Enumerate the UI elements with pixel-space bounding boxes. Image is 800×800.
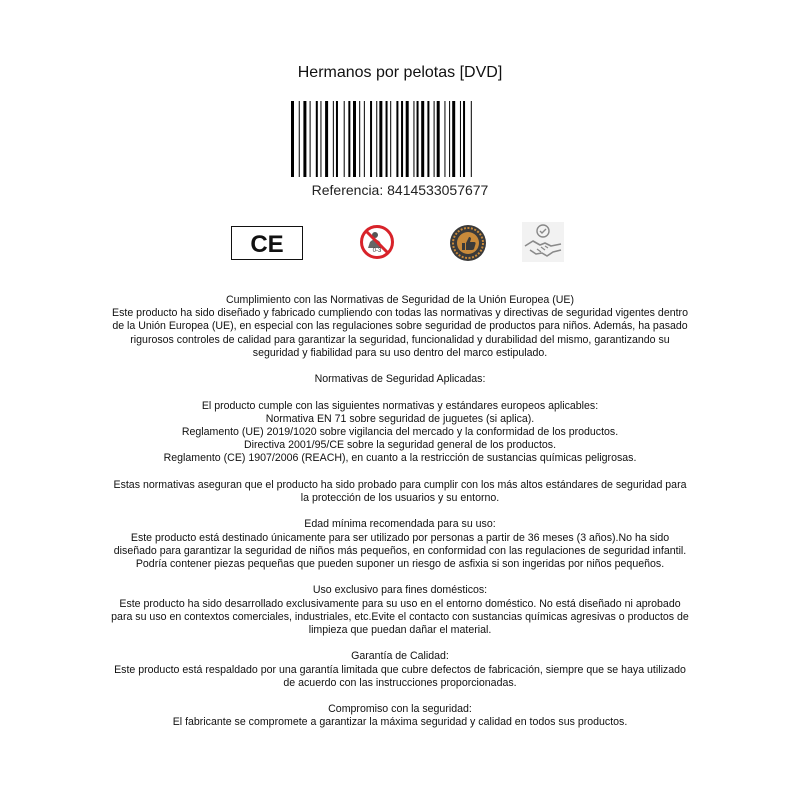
barcode-bar xyxy=(299,101,300,177)
barcode-bar xyxy=(417,101,419,177)
product-title: Hermanos por pelotas [DVD] xyxy=(297,64,503,81)
warranty-title: Garantía de Calidad: xyxy=(351,650,449,663)
barcode-bar xyxy=(434,101,435,177)
compliance-title: Cumplimiento con las Normativas de Seguridad de la Unión Europea (UE) xyxy=(225,294,574,306)
barcode-bar xyxy=(463,101,465,177)
ce-mark-icon xyxy=(231,226,303,260)
barcode-bar xyxy=(320,101,321,177)
barcode-bar xyxy=(390,101,391,177)
safety-information xyxy=(110,294,690,730)
norm-item: Normativa EN 71 sobre seguridad de juguetes (si aplica). xyxy=(265,412,535,425)
barcode-bar xyxy=(421,101,424,177)
compliance-body: Este producto ha sido diseñado y fabricado cumpliendo con todas las normativas y directivas de seguridad vigentes dentro de la Unión Europea (UE), en especial con las regulaciones sobre seguridad de productos para niños. Además, ha pasado rigurosos controles de calidad para garantizar la seguridad, funcionalidad y durabilidad del mismo, garantizando su seguridad y fiabilidad para su uso dentro del marco estipulado. xyxy=(112,307,688,359)
barcode-bar xyxy=(406,101,409,177)
barcode-bar xyxy=(379,101,382,177)
domestic-body: Este producto ha sido desarrollado exclusivamente para su uso en el entorno doméstico. No está diseñado ni aprobado para su uso en contextos comerciales, industriales, etc.Evite el contacto con sustancias químicas agresivas o productos de limpieza que puedan dañar el material. xyxy=(111,597,689,636)
barcode-bar xyxy=(386,101,388,177)
barcode-bar xyxy=(316,101,318,177)
domestic-title: Uso exclusivo para fines domésticos: xyxy=(312,584,488,597)
applied-norms-intro: El producto cumple con las siguientes normativas y estándares europeos aplicables: xyxy=(201,399,599,412)
barcode-bar xyxy=(444,101,445,177)
barcode-bar xyxy=(333,101,334,177)
handshake-guarantee-icon xyxy=(522,222,564,262)
barcode-bar xyxy=(291,101,294,177)
barcode-bar xyxy=(303,101,306,177)
certification-icons xyxy=(0,222,800,262)
barcode-bar xyxy=(396,101,398,177)
barcode-bar xyxy=(401,101,403,177)
barcode-bar xyxy=(471,101,472,177)
applied-norms-title: Normativas de Seguridad Aplicadas: xyxy=(314,373,486,386)
barcode-bar xyxy=(344,101,345,177)
barcode-bar xyxy=(427,101,429,177)
norm-item: Directiva 2001/95/CE sobre la seguridad general de los productos. xyxy=(243,439,557,452)
norm-item: Reglamento (UE) 2019/1020 sobre vigilancia del mercado y la conformidad de los productos. xyxy=(181,426,619,438)
barcode xyxy=(291,101,508,177)
barcode-bar xyxy=(353,101,356,177)
quality-seal-icon xyxy=(449,224,487,262)
barcode-bar xyxy=(348,101,350,177)
barcode-bar xyxy=(437,101,440,177)
ce-mark-text: CE xyxy=(250,231,284,256)
age-title: Edad mínima recomendada para su uso: xyxy=(304,518,496,531)
warranty-body: Este producto está respaldado por una garantía limitada que cubre defectos de fabricación, siempre que se haya utilizado de acuerdo con las instrucciones proporcionadas. xyxy=(114,663,686,689)
commitment-body: El fabricante se compromete a garantizar la máxima seguridad y calidad en todos sus productos. xyxy=(172,716,628,729)
reference-number: Referencia: 8414533057677 xyxy=(311,182,489,198)
barcode-bar xyxy=(336,101,338,177)
barcode-bar xyxy=(376,101,377,177)
barcode-bar xyxy=(310,101,311,177)
not-for-under-3-icon xyxy=(359,224,395,260)
barcode-bar xyxy=(460,101,461,177)
commitment-title: Compromiso con la seguridad: xyxy=(328,703,472,716)
barcode-bar xyxy=(370,101,372,177)
barcode-bar xyxy=(452,101,455,177)
barcode-bar xyxy=(413,101,414,177)
barcode-bar xyxy=(359,101,360,177)
applied-norms-outro: Estas normativas aseguran que el producto ha sido probado para cumplir con los más altos estándares de seguridad para la protección de los usuarios y su entorno. xyxy=(113,478,687,504)
norm-item: Reglamento (CE) 1907/2006 (REACH), en cuanto a la restricción de sustancias químicas peligrosas. xyxy=(163,452,637,465)
barcode-bar xyxy=(325,101,328,177)
barcode-bar xyxy=(449,101,450,177)
age-label: 0-3 xyxy=(372,248,382,254)
barcode-bar xyxy=(364,101,365,177)
age-body: Este producto está destinado únicamente para ser utilizado por personas a partir de 36 meses (3 años).No ha sido diseñado para garantizar la seguridad de niños más pequeños, en conformidad con las regulaciones de seguridad infantil. Podría contener piezas pequeñas que pueden suponer un riesgo de asfixia si son ingeridas por niños pequeños. xyxy=(113,531,687,570)
